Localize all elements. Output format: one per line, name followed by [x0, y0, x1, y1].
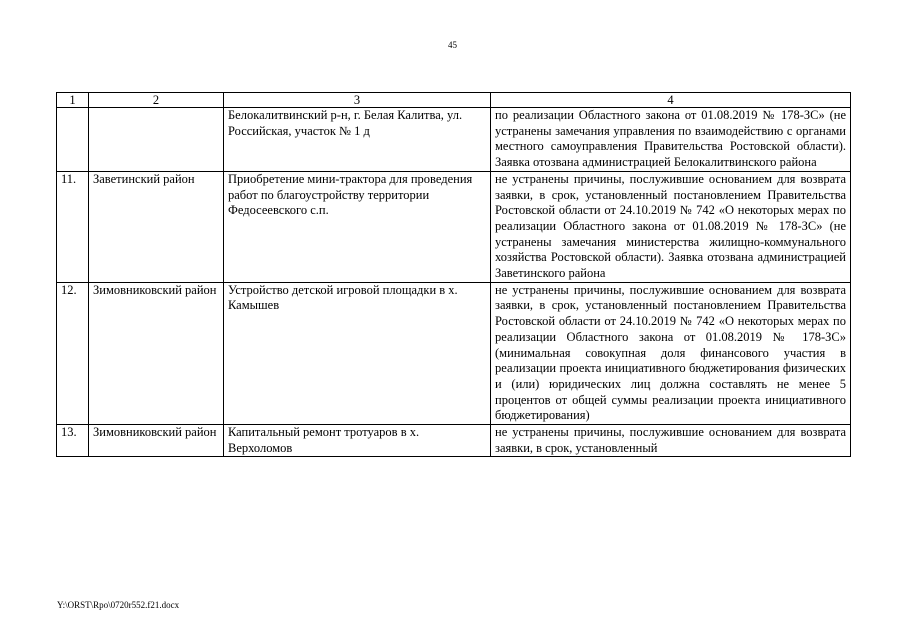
row-number: 11. [57, 171, 89, 282]
project-cell: Устройство детской игровой площадки в х. Камышев [224, 282, 491, 424]
project-cell: Капитальный ремонт тротуаров в х. Верхоломов [224, 425, 491, 457]
table-row [57, 171, 851, 282]
district-cell: Зимовниковский район [89, 425, 224, 457]
column-header: 2 [89, 93, 224, 108]
table-header-row [57, 93, 851, 108]
district-cell: Зимовниковский район [89, 282, 224, 424]
row-number [57, 108, 89, 172]
reason-cell: по реализации Областного закона от 01.08.2019 № 178-ЗС» (не устранены замечания управления по взаимодействию с органами местного самоуправления Правительства Ростовской области). Заявка отозвана администрацией Белокалитвинского района [491, 108, 851, 172]
table-row [57, 282, 851, 424]
column-header: 4 [491, 93, 851, 108]
row-number: 12. [57, 282, 89, 424]
project-cell: Приобретение мини-трактора для проведения работ по благоустройству территории Федосеевского с.п. [224, 171, 491, 282]
reason-cell: не устранены причины, послужившие основанием для возврата заявки, в срок, установленный постановлением Правительства Ростовской области от 24.10.2019 № 742 «О некоторых мерах по реализации Областного закона от 01.08.2019 № 178-ЗС» (минимальная совокупная доля финансового участия в реализации проекта инициативного бюджетирования физических и (или) юридических лиц должна составлять не менее 5 процентов от общей суммы реализации проекта инициативного бюджетирования) [491, 282, 851, 424]
district-cell: Заветинский район [89, 171, 224, 282]
column-header: 1 [57, 93, 89, 108]
table-row [57, 425, 851, 457]
document-file-path: Y:\ORST\Rpo\0720r552.f21.docx [57, 600, 180, 610]
row-number: 13. [57, 425, 89, 457]
page-number: 45 [448, 40, 457, 50]
project-cell: Белокалитвинский р-н, г. Белая Калитва, ул. Российская, участок № 1 д [224, 108, 491, 172]
district-cell [89, 108, 224, 172]
table-row [57, 108, 851, 172]
column-header: 3 [224, 93, 491, 108]
reason-cell: не устранены причины, послужившие основанием для возврата заявки, в срок, установленный [491, 425, 851, 457]
reason-cell: не устранены причины, послужившие основанием для возврата заявки, в срок, установленный постановлением Правительства Ростовской области от 24.10.2019 № 742 «О некоторых мерах по реализации Областного закона от 01.08.2019 № 178-ЗС» (не устранены замечания министерства жилищно-коммунального хозяйства Ростовской области). Заявка отозвана администрацией Заветинского района [491, 171, 851, 282]
applications-table [56, 92, 851, 457]
